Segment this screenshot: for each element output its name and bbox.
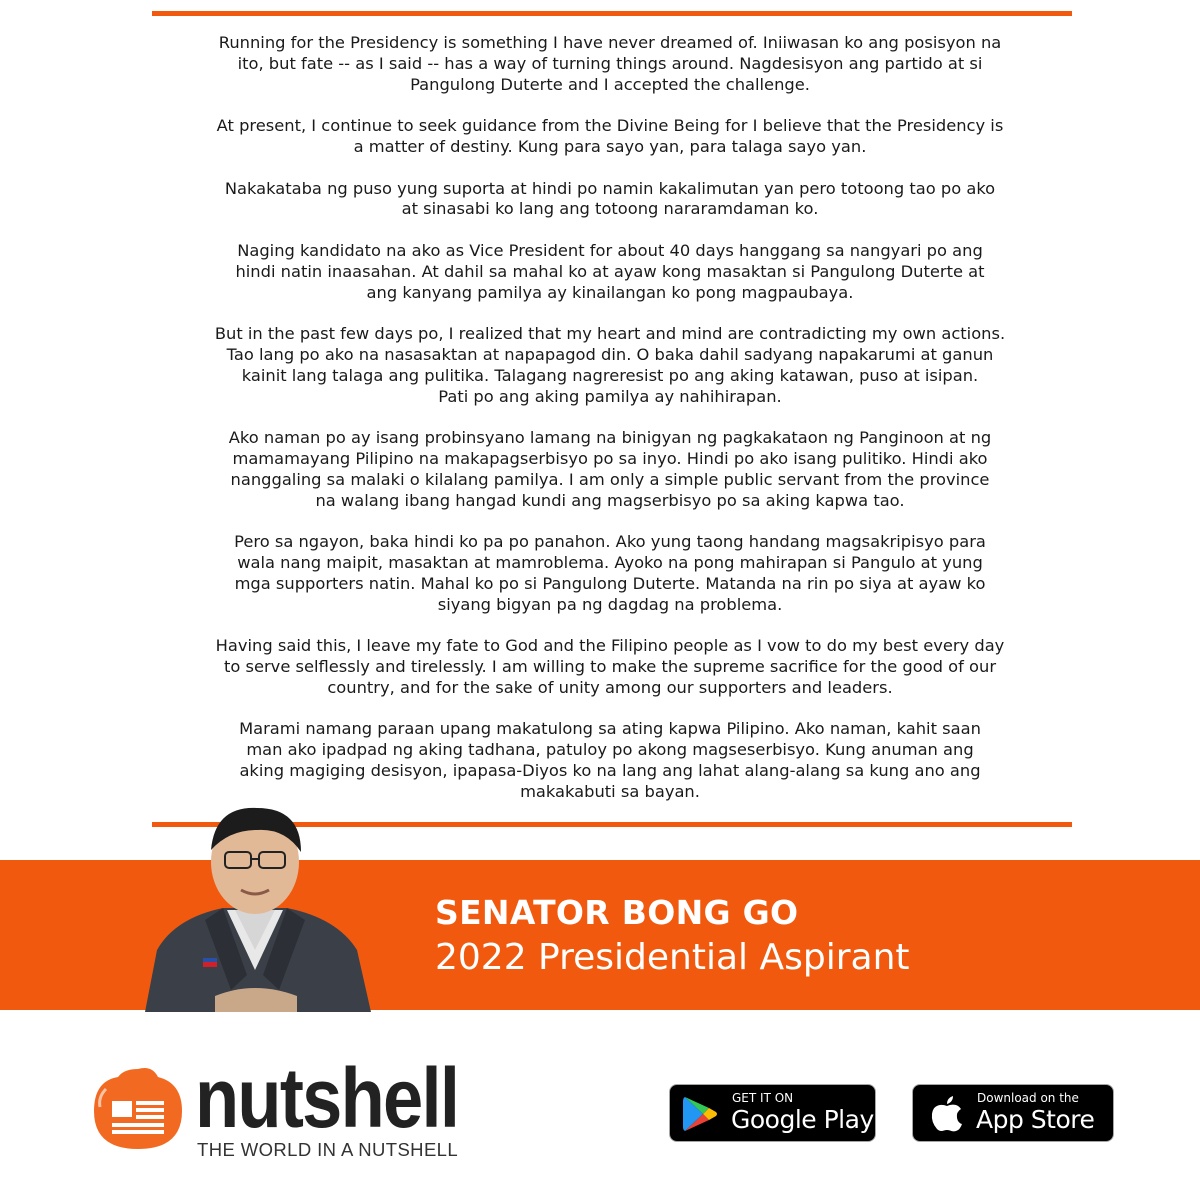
speaker-name: SENATOR BONG GO (435, 893, 799, 932)
line: Pati po ang aking pamilya ay nahihirapan. (438, 386, 782, 406)
line: Running for the Presidency is something I have never dreamed of. Iniiwasan ko ang posisyon na (218, 33, 1002, 52)
top-divider (152, 11, 1072, 16)
line: Marami namang paraan upang makatulong sa ating kapwa Pilipino. Ako naman, kahit saan (239, 719, 981, 739)
line: mga supporters natin. Mahal ko po si Pangulong Duterte. Matanda na rin po siya at ayaw ko (234, 573, 986, 593)
line: hindi natin inaasahan. At dahil sa mahal ko at ayaw kong masaktan si Pangulong Duterte at (235, 261, 985, 281)
line: at sinasabi ko lang ang totoong nararamdaman ko. (401, 199, 819, 219)
line: Nakakataba ng puso yung suporta at hindi po namin kakalimutan yan pero totoong tao po ako (224, 178, 996, 198)
paragraph (175, 179, 1045, 221)
line: to serve selflessly and tirelessly. I am willing to make the supreme sacrifice for the good of our (223, 656, 997, 676)
line: a matter of destiny. Kung para sayo yan, para talaga sayo yan. (353, 136, 867, 156)
line: nanggaling sa malaki o kilalang pamilya. I am only a simple public servant from the province (230, 469, 990, 489)
line: ang kanyang pamilya ay kinailangan ko pong magpaubaya. (366, 282, 854, 302)
paragraph (175, 33, 1045, 95)
statement-body (175, 33, 1045, 823)
line: siyang bigyan pa ng dagdag na problema. (437, 594, 783, 614)
line: aking magiging desisyon, ipapasa-Diyos ko na lang ang lahat alang-alang sa kung ano ang (239, 760, 981, 780)
google-play-icon (683, 1096, 717, 1132)
line: wala nang maipit, masaktan at mamroblema. Ayoko na pong mahirapan si Pangulo at yung (237, 552, 983, 572)
apple-icon (931, 1094, 963, 1132)
paragraph (175, 116, 1045, 158)
brand-wordmark: nutshell (195, 1051, 459, 1145)
app-store-label: App Store (976, 1105, 1095, 1134)
line: mamamayang Pilipino na makapagserbisyo po sa inyo. Hindi po ako isang pulitiko. Hindi ako (232, 448, 988, 468)
line: Ako naman po ay isang probinsyano lamang na binigyan ng pagkakataon ng Panginoon at ng (228, 428, 992, 448)
line: country, and for the sake of unity among our supporters and leaders. (327, 677, 893, 697)
app-store-small-label: Download on the (977, 1091, 1079, 1105)
speaker-role: 2022 Presidential Aspirant (435, 937, 910, 978)
line: Pangulong Duterte and I accepted the challenge. (410, 74, 810, 94)
paragraph (175, 428, 1045, 511)
line: Naging kandidato na ako as Vice President for about 40 days hanggang sa nangyari po ang (237, 240, 983, 260)
line: ito, but fate -- as I said -- has a way of turning things around. Nagdesisyon ang partido at si (237, 53, 983, 73)
line: Pero sa ngayon, baka hindi ko pa po panahon. Ako yung taong handang magsakripisyo para (234, 532, 986, 552)
paragraph (175, 719, 1045, 802)
line: man ako ipadpad ng aking tadhana, patuloy po akong magseserbisyo. Kung anuman ang (246, 740, 974, 760)
line: na walang ibang hangad kundi ang magserbisyo po sa aking kapwa tao. (315, 490, 905, 510)
line: Tao lang po ako na nasasaktan at napapagod din. O baka dahil sadyang napakarumi at ganun (226, 344, 994, 364)
paragraph (175, 241, 1045, 303)
brand-tagline: THE WORLD IN A NUTSHELL (197, 1139, 459, 1160)
paragraph (175, 324, 1045, 407)
line: But in the past few days po, I realized that my heart and mind are contradicting my own actions. (214, 324, 1006, 344)
line: Having said this, I leave my fate to God and the Filipino people as I vow to do my best every day (215, 636, 1005, 656)
google-play-small-label: GET IT ON (732, 1091, 794, 1105)
nutshell-news-icon (92, 1067, 184, 1151)
app-store-badge[interactable] (912, 1084, 1114, 1142)
google-play-label: Google Play (731, 1105, 874, 1134)
line: At present, I continue to seek guidance from the Divine Being for I believe that the Presidency is (216, 116, 1004, 136)
speaker-portrait (135, 800, 375, 1012)
line: makakabuti sa bayan. (520, 781, 700, 801)
line: kainit lang talaga ang pulitika. Talagang nagreresist po ang aking katawan, puso at isipan. (241, 365, 979, 385)
paragraph (175, 532, 1045, 615)
paragraph (175, 636, 1045, 698)
google-play-badge[interactable] (669, 1084, 876, 1142)
